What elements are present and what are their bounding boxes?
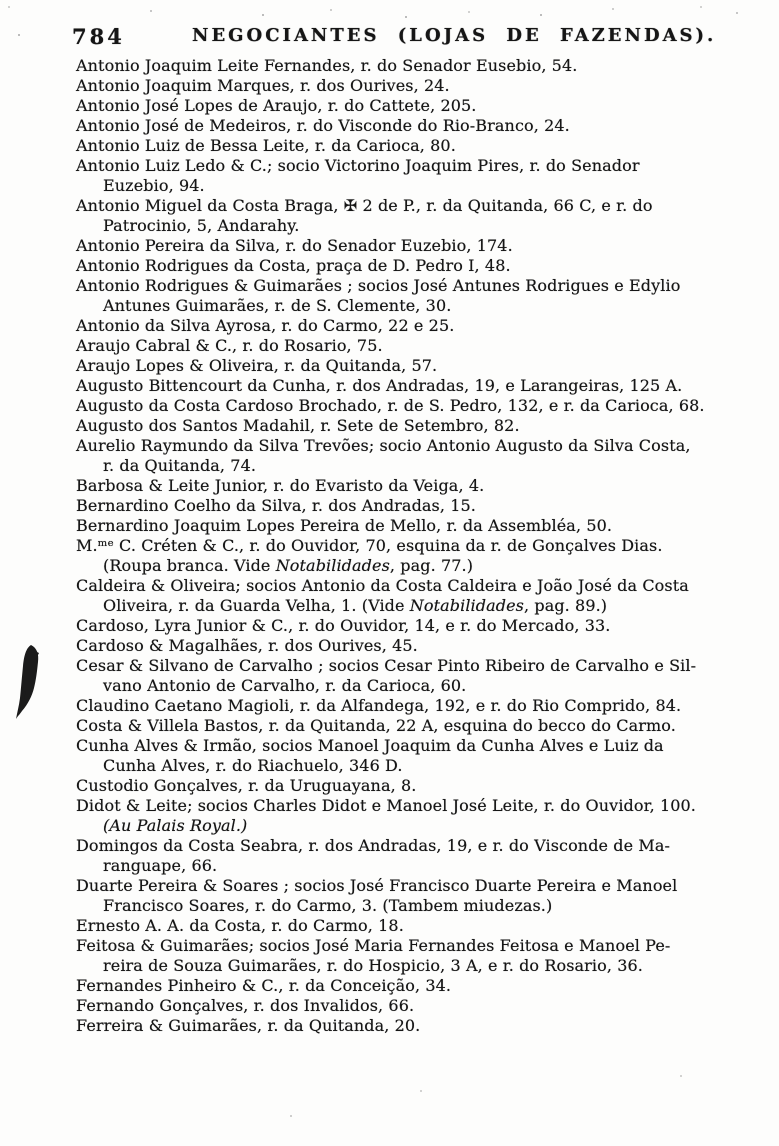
entry-line: Patrocinio, 5, Andarahy.	[103, 216, 300, 235]
directory-entry	[76, 716, 726, 736]
page-header	[0, 23, 779, 49]
directory-entry	[76, 376, 726, 396]
entry-line: Costa & Villela Bastos, r. da Quitanda, 22 A, esquina do becco do Carmo.	[76, 716, 676, 735]
entry-line: Claudino Caetano Magioli, r. da Alfandega, 192, e r. do Rio Comprido, 84.	[76, 696, 682, 715]
entry-line: (Roupa branca. Vide Notabilidades, pag. 77.)	[103, 556, 474, 575]
directory-entry	[76, 256, 726, 276]
entry-line: Cunha Alves, r. do Riachuelo, 346 D.	[103, 756, 403, 775]
entry-line: Ferreira & Guimarães, r. da Quitanda, 20.	[76, 1016, 421, 1035]
directory-entry	[76, 336, 726, 356]
entry-line: (Au Palais Royal.)	[103, 816, 248, 835]
entry-line: Oliveira, r. da Guarda Velha, 1. (Vide Notabilidades, pag. 89.)	[103, 596, 608, 615]
directory-entry	[76, 396, 726, 416]
directory-entry	[76, 976, 726, 996]
entry-line: Antonio Rodrigues & Guimarães ; socios José Antunes Rodrigues e Edylio	[76, 276, 681, 295]
entry-line: Custodio Gonçalves, r. da Uruguayana, 8.	[76, 776, 417, 795]
entry-line: Antunes Guimarães, r. de S. Clemente, 30.	[103, 296, 452, 315]
directory-entry	[76, 1016, 726, 1036]
entry-line: ranguape, 66.	[103, 856, 218, 875]
entry-line: Domingos da Costa Seabra, r. dos Andradas, 19, e r. do Visconde de Ma-	[76, 836, 671, 855]
entry-line: Antonio Joaquim Leite Fernandes, r. do Senador Eusebio, 54.	[76, 56, 578, 75]
directory-entry	[76, 876, 726, 916]
page-title: NEGOCIANTES (LOJAS DE FAZENDAS).	[192, 25, 717, 46]
entry-line: Antonio Pereira da Silva, r. do Senador Euzebio, 174.	[76, 236, 513, 255]
entry-line: Antonio José Lopes de Araujo, r. do Cattete, 205.	[76, 96, 477, 115]
directory-entry	[76, 936, 726, 976]
entry-line: Antonio Rodrigues da Costa, praça de D. Pedro I, 48.	[76, 256, 511, 275]
entry-line: Francisco Soares, r. do Carmo, 3. (Tambem miudezas.)	[103, 896, 553, 915]
entry-line: Fernandes Pinheiro & C., r. da Conceição, 34.	[76, 976, 452, 995]
directory-entry	[76, 616, 726, 636]
entry-line: Euzebio, 94.	[103, 176, 205, 195]
entry-line: Araujo Cabral & C., r. do Rosario, 75.	[76, 336, 383, 355]
entry-line: Caldeira & Oliveira; socios Antonio da Costa Caldeira e João José da Costa	[76, 576, 689, 595]
directory-entry	[76, 916, 726, 936]
entry-line: Augusto da Costa Cardoso Brochado, r. de S. Pedro, 132, e r. da Carioca, 68.	[76, 396, 705, 415]
directory-entry	[76, 496, 726, 516]
directory-entry	[76, 96, 726, 116]
entry-line: Cesar & Silvano de Carvalho ; socios Cesar Pinto Ribeiro de Carvalho e Sil-	[76, 656, 697, 675]
directory-entry	[76, 696, 726, 716]
directory-entry	[76, 656, 726, 696]
directory-entry	[76, 736, 726, 776]
entry-line: Antonio José de Medeiros, r. do Visconde do Rio-Branco, 24.	[76, 116, 570, 135]
entry-line: Feitosa & Guimarães; socios José Maria Fernandes Feitosa e Manoel Pe-	[76, 936, 671, 955]
entry-line: Antonio Luiz de Bessa Leite, r. da Carioca, 80.	[76, 136, 456, 155]
entry-line: r. da Quitanda, 74.	[103, 456, 257, 475]
directory-entry	[76, 436, 726, 476]
directory-entry	[76, 576, 726, 616]
entry-line: Duarte Pereira & Soares ; socios José Francisco Duarte Pereira e Manoel	[76, 876, 678, 895]
directory-entry	[76, 276, 726, 316]
directory-entry	[76, 796, 726, 836]
entry-line: Ernesto A. A. da Costa, r. do Carmo, 18.	[76, 916, 404, 935]
entry-line: Bernardino Joaquim Lopes Pereira de Mello, r. da Assembléa, 50.	[76, 516, 613, 535]
entry-line: Aurelio Raymundo da Silva Trevões; socio Antonio Augusto da Silva Costa,	[76, 436, 691, 455]
directory-entry	[76, 116, 726, 136]
ink-blot-mark	[13, 644, 43, 720]
directory-entry	[76, 476, 726, 496]
directory-entry	[76, 156, 726, 196]
directory-entry	[76, 836, 726, 876]
entry-line: Cardoso & Magalhães, r. dos Ourives, 45.	[76, 636, 418, 655]
directory-entry	[76, 56, 726, 76]
page-number: 784	[72, 24, 125, 49]
directory-entry	[76, 536, 726, 576]
entry-line: reira de Souza Guimarães, r. do Hospicio, 3 A, e r. do Rosario, 36.	[103, 956, 643, 975]
entry-line: Antonio Luiz Ledo & C.; socio Victorino Joaquim Pires, r. do Senador	[76, 156, 640, 175]
directory-entry	[76, 316, 726, 336]
directory-entry	[76, 236, 726, 256]
directory-entry	[76, 196, 726, 236]
entry-line: Didot & Leite; socios Charles Didot e Manoel José Leite, r. do Ouvidor, 100.	[76, 796, 696, 815]
entry-line: Augusto dos Santos Madahil, r. Sete de Setembro, 82.	[76, 416, 520, 435]
directory-entry	[76, 136, 726, 156]
entry-line: Bernardino Coelho da Silva, r. dos Andradas, 15.	[76, 496, 476, 515]
entry-line: Barbosa & Leite Junior, r. do Evaristo da Veiga, 4.	[76, 476, 485, 495]
entry-line: Antonio da Silva Ayrosa, r. do Carmo, 22 e 25.	[76, 316, 455, 335]
directory-entry	[76, 76, 726, 96]
directory-entry	[76, 776, 726, 796]
entry-line: Augusto Bittencourt da Cunha, r. dos Andradas, 19, e Larangeiras, 125 A.	[76, 376, 683, 395]
directory-entry	[76, 416, 726, 436]
entry-line: Cardoso, Lyra Junior & C., r. do Ouvidor, 14, e r. do Mercado, 33.	[76, 616, 611, 635]
entry-line: Antonio Miguel da Costa Braga, ✠ 2 de P., r. da Quitanda, 66 C, e r. do	[76, 196, 653, 215]
directory-entry	[76, 516, 726, 536]
entry-line: Araujo Lopes & Oliveira, r. da Quitanda, 57.	[76, 356, 438, 375]
entry-line: Antonio Joaquim Marques, r. dos Ourives, 24.	[76, 76, 450, 95]
entry-line: Fernando Gonçalves, r. dos Invalidos, 66.	[76, 996, 415, 1015]
directory-list	[76, 56, 726, 1036]
scan-noise	[0, 0, 2, 2]
directory-entry	[76, 996, 726, 1016]
entry-line: Cunha Alves & Irmão, socios Manoel Joaquim da Cunha Alves e Luiz da	[76, 736, 664, 755]
entry-line: M.ᵐᵉ C. Créten & C., r. do Ouvidor, 70, esquina da r. de Gonçalves Dias.	[76, 536, 663, 555]
directory-entry	[76, 356, 726, 376]
entry-line: vano Antonio de Carvalho, r. da Carioca, 60.	[103, 676, 467, 695]
directory-entry	[76, 636, 726, 656]
